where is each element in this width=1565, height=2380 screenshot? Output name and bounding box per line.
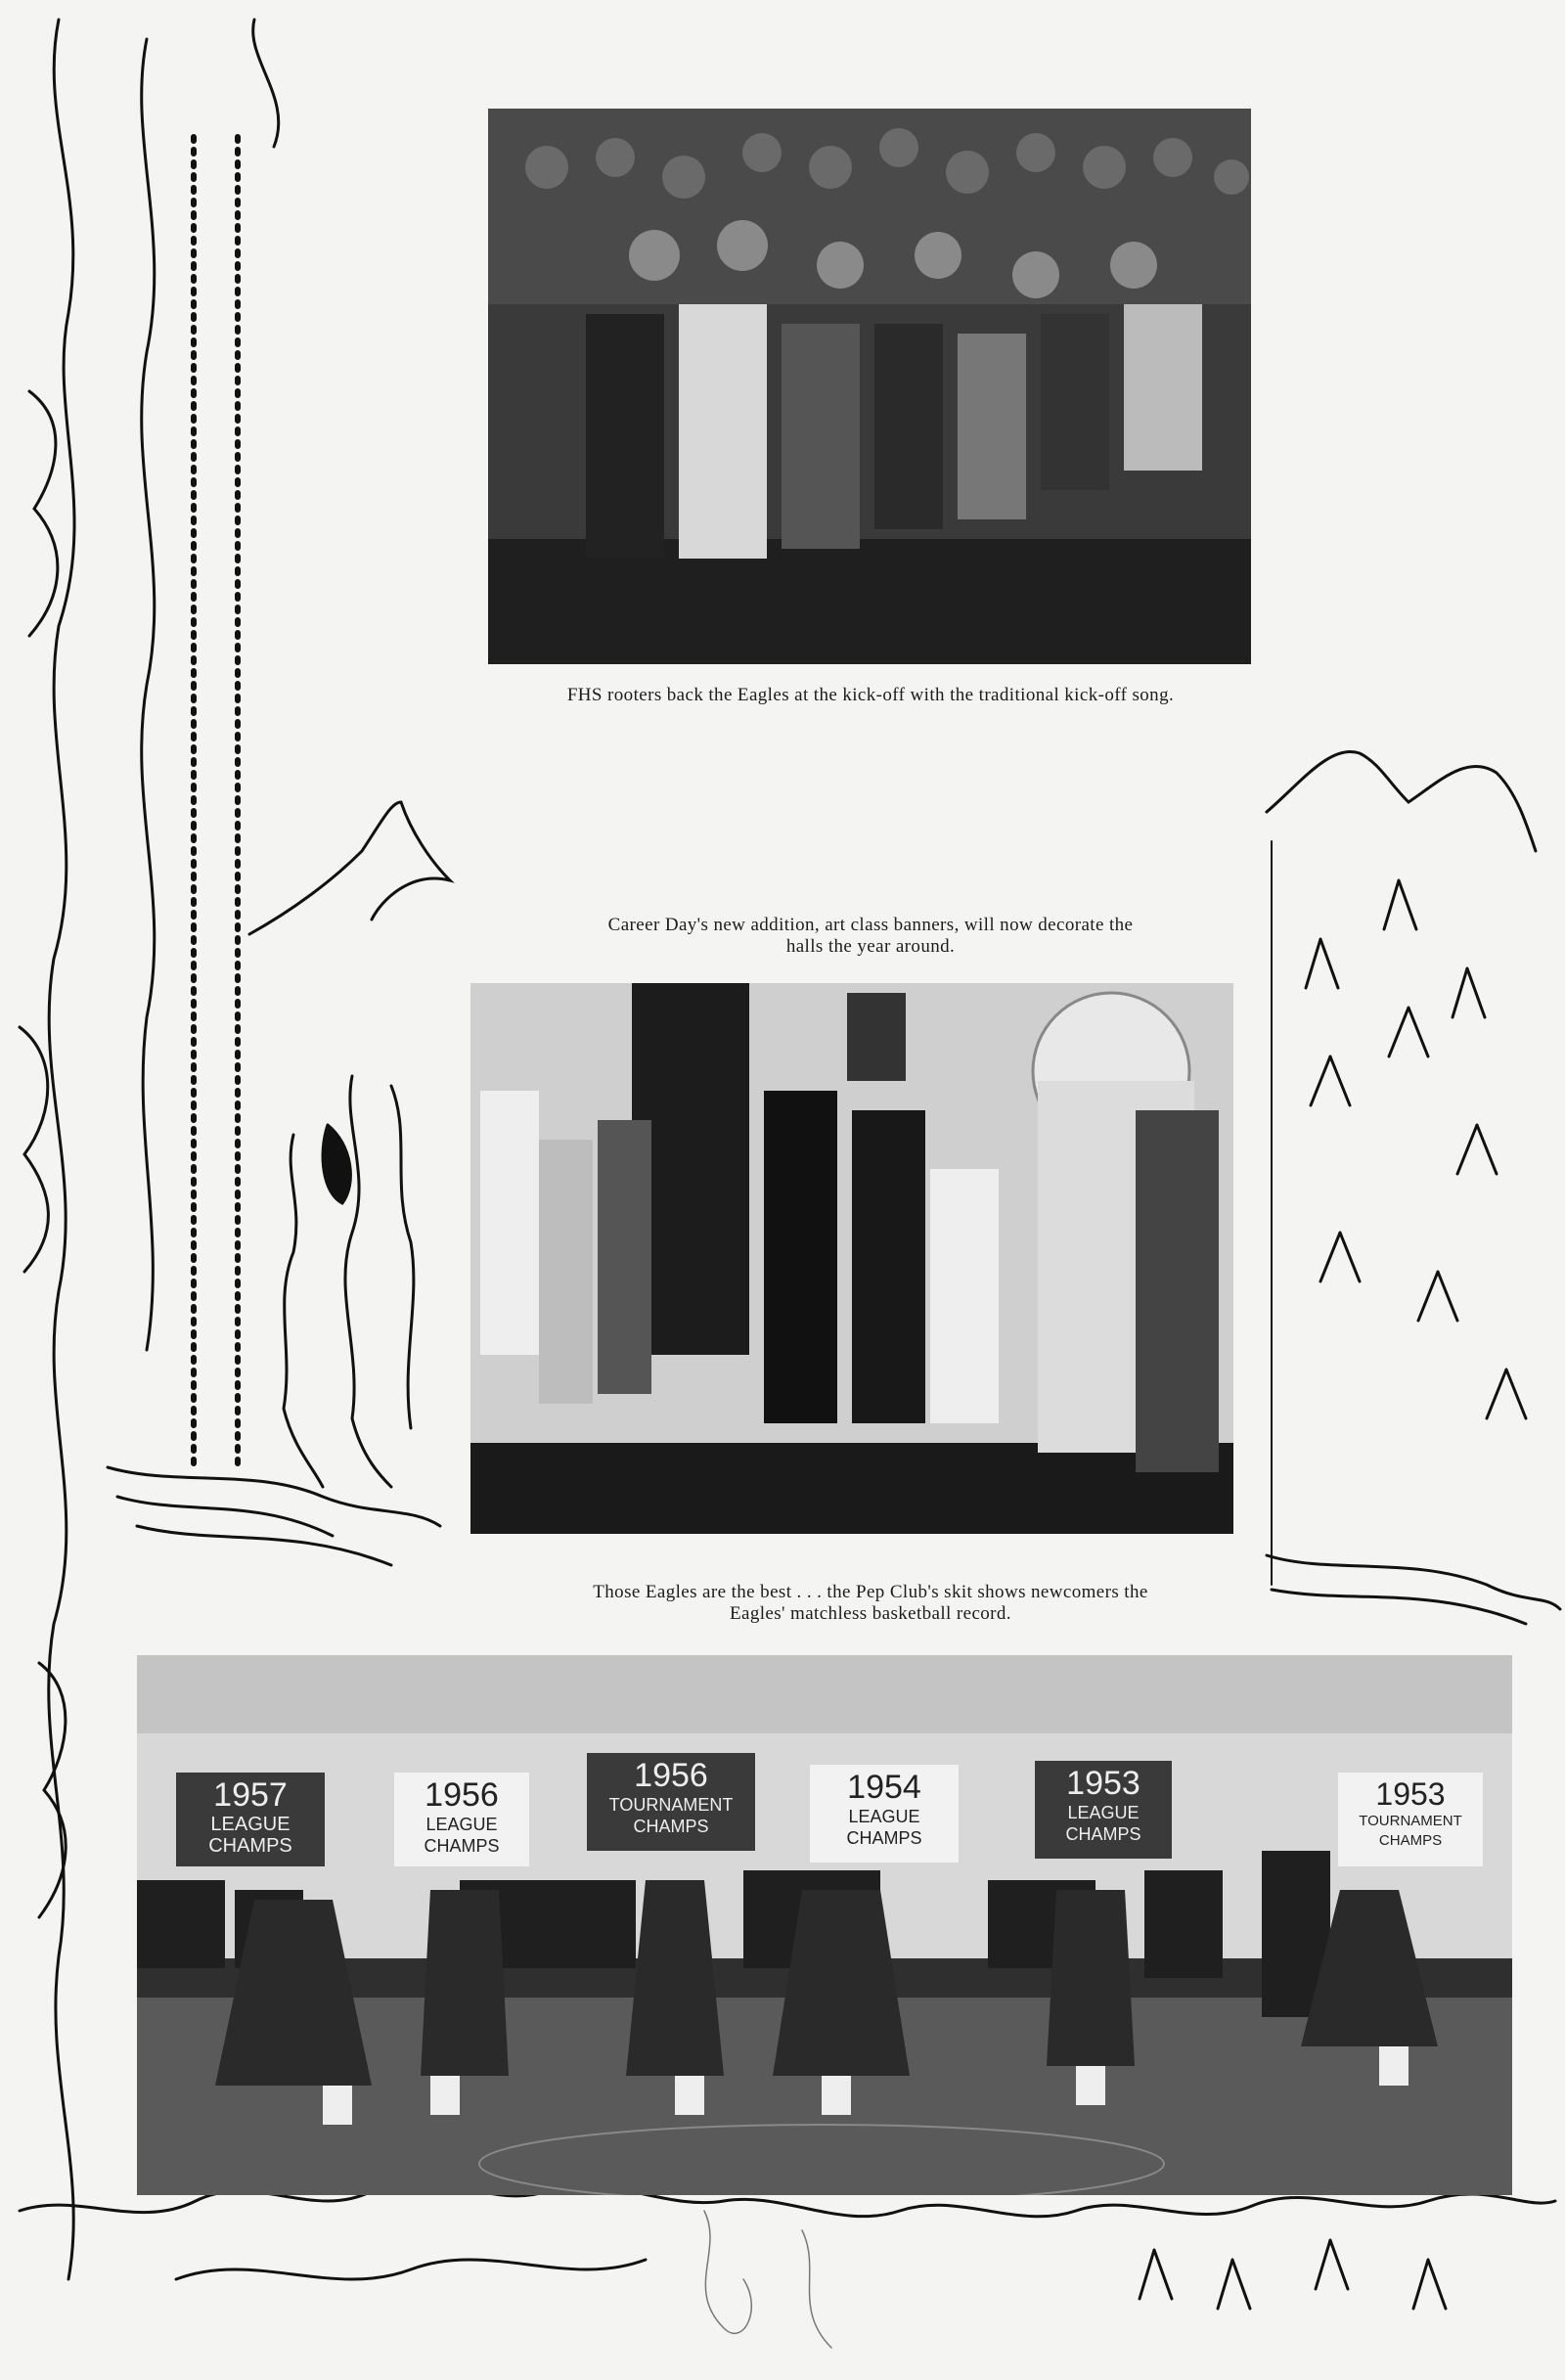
sign-line1: TOURNAMENT (1359, 1813, 1462, 1829)
sign-line2: CHAMPS (1065, 1824, 1141, 1844)
kickoff-rooters-photo (488, 109, 1251, 664)
sign-year: 1953 (1375, 1776, 1446, 1812)
sign-line2: CHAMPS (846, 1828, 922, 1848)
sign-line2: CHAMPS (633, 1817, 709, 1836)
pep-club-skit-photo (470, 983, 1233, 1534)
sign-line1: LEAGUE (210, 1814, 291, 1835)
kickoff-caption: FHS rooters back the Eagles at the kick-off with the traditional kick-off song. (566, 685, 1175, 705)
career-day-caption-line2: halls the year around. (785, 936, 956, 957)
sign-1953-tournament (1338, 1773, 1483, 1866)
pep-club-caption (460, 1582, 1281, 1625)
sign-line2: CHAMPS (208, 1835, 292, 1857)
sign-1953-league (1035, 1761, 1172, 1859)
sign-line2: CHAMPS (1378, 1832, 1443, 1849)
championship-signs-photo (137, 1655, 1512, 2195)
pep-club-caption-line1: Those Eagles are the best . . . the Pep Club's skit shows newcomers the (593, 1582, 1148, 1602)
sign-1954-league (810, 1765, 959, 1863)
pep-club-caption-line2: Eagles' matchless basketball record. (730, 1603, 1011, 1624)
sign-1956-league (394, 1773, 529, 1866)
sign-1956-tournament (587, 1753, 755, 1851)
sign-year: 1956 (425, 1776, 499, 1814)
career-day-caption (460, 915, 1281, 958)
sign-line1: LEAGUE (848, 1807, 920, 1826)
sign-year: 1956 (634, 1757, 708, 1794)
career-day-caption-line1: Career Day's new addition, art class banners, will now decorate the (607, 915, 1134, 935)
sign-year: 1957 (213, 1776, 288, 1814)
sign-year: 1953 (1066, 1765, 1140, 1802)
sign-1957-league (176, 1773, 325, 1866)
sign-line1: LEAGUE (425, 1815, 498, 1834)
sign-line2: CHAMPS (424, 1836, 500, 1856)
sign-year: 1954 (847, 1769, 921, 1806)
sign-line1: LEAGUE (1067, 1803, 1140, 1822)
sign-line1: TOURNAMENT (608, 1795, 734, 1815)
